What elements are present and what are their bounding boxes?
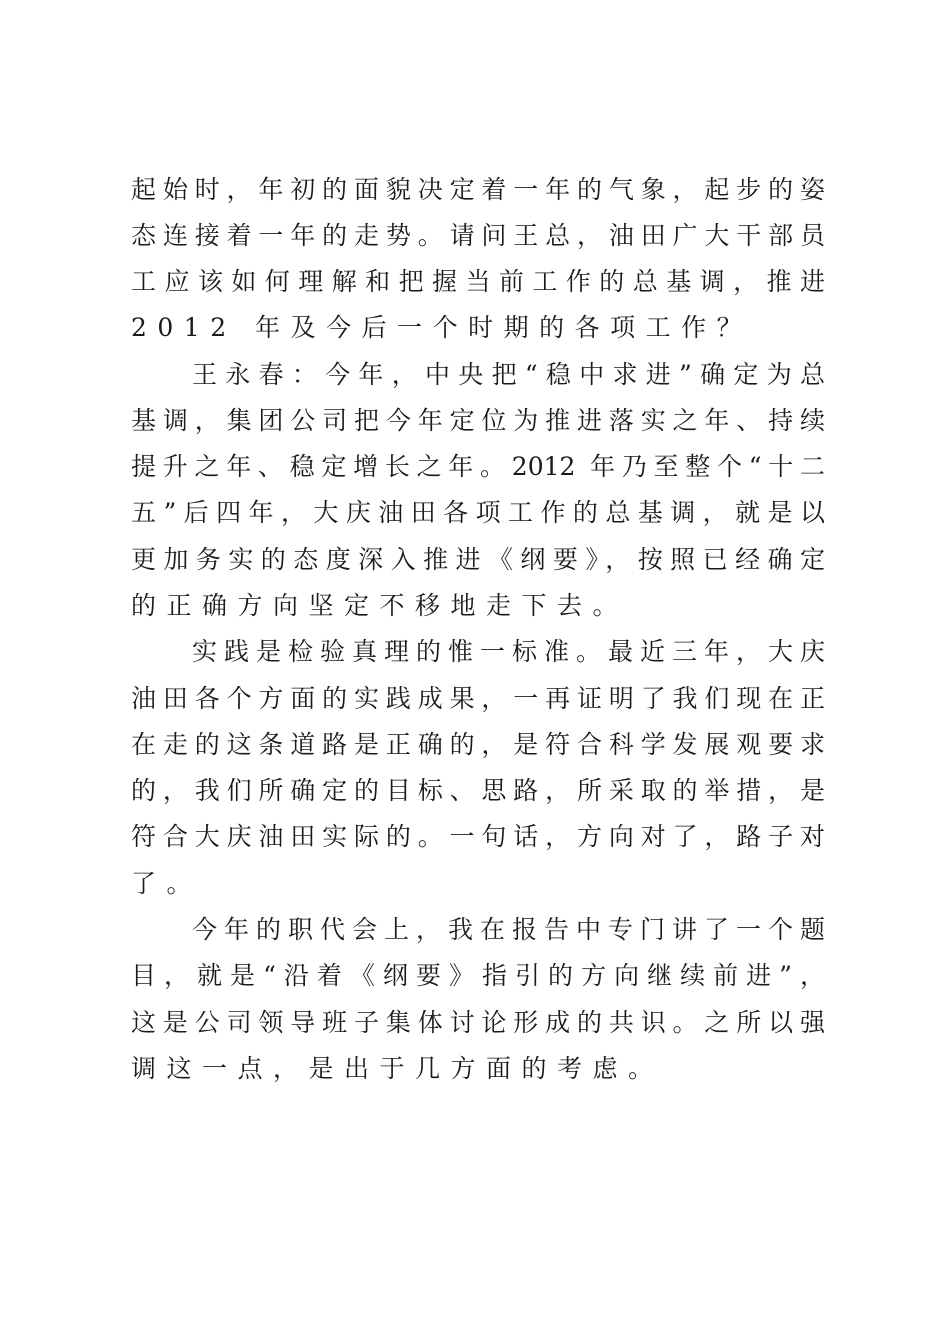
text-line-19: 这是公司领导班子集体讨论形成的共识。之所以强 xyxy=(131,1008,825,1037)
text-line-12: 油田各个方面的实践成果，一再证明了我们现在正 xyxy=(131,684,825,713)
text-line-8: 五”后四年，大庆油田各项工作的总基调，就是以 xyxy=(131,498,825,527)
text-line-2: 态连接着一年的走势。请问王总，油田广大干部员 xyxy=(131,221,825,250)
text-line-13: 在走的这条道路是正确的，是符合科学发展观要求 xyxy=(131,730,825,759)
text-line-6: 基调，集团公司把今年定位为推进落实之年、持续 xyxy=(131,406,825,435)
text-line-9: 更加务实的态度深入推进《纲要》，按照已经确定 xyxy=(131,545,825,574)
text-line-15: 符合大庆油田实际的。一句话，方向对了，路子对 xyxy=(131,822,825,851)
text-line-14: 的，我们所确定的目标、思路，所采取的举措，是 xyxy=(131,776,825,805)
text-line-17: 今年的职代会上，我在报告中专门讲了一个题 xyxy=(192,915,825,944)
text-line-7: 提升之年、稳定增长之年。2012 年乃至整个“十二 xyxy=(131,452,825,481)
text-line-1: 起始时，年初的面貌决定着一年的气象，起步的姿 xyxy=(131,175,825,204)
text-line-4: 2012 年及今后一个时期的各项工作？ xyxy=(131,313,753,342)
text-line-16: 了。 xyxy=(131,869,203,898)
text-line-5: 王永春：今年，中央把“稳中求进”确定为总 xyxy=(192,360,825,389)
text-line-10: 的正确方向坚定不移地走下去。 xyxy=(131,591,629,620)
text-line-20: 调这一点，是出于几方面的考虑。 xyxy=(131,1054,664,1083)
text-line-18: 目，就是“沿着《纲要》指引的方向继续前进”， xyxy=(131,961,825,990)
text-line-3: 工应该如何理解和把握当前工作的总基调，推进 xyxy=(131,267,825,296)
text-line-11: 实践是检验真理的惟一标准。最近三年，大庆 xyxy=(192,637,825,666)
